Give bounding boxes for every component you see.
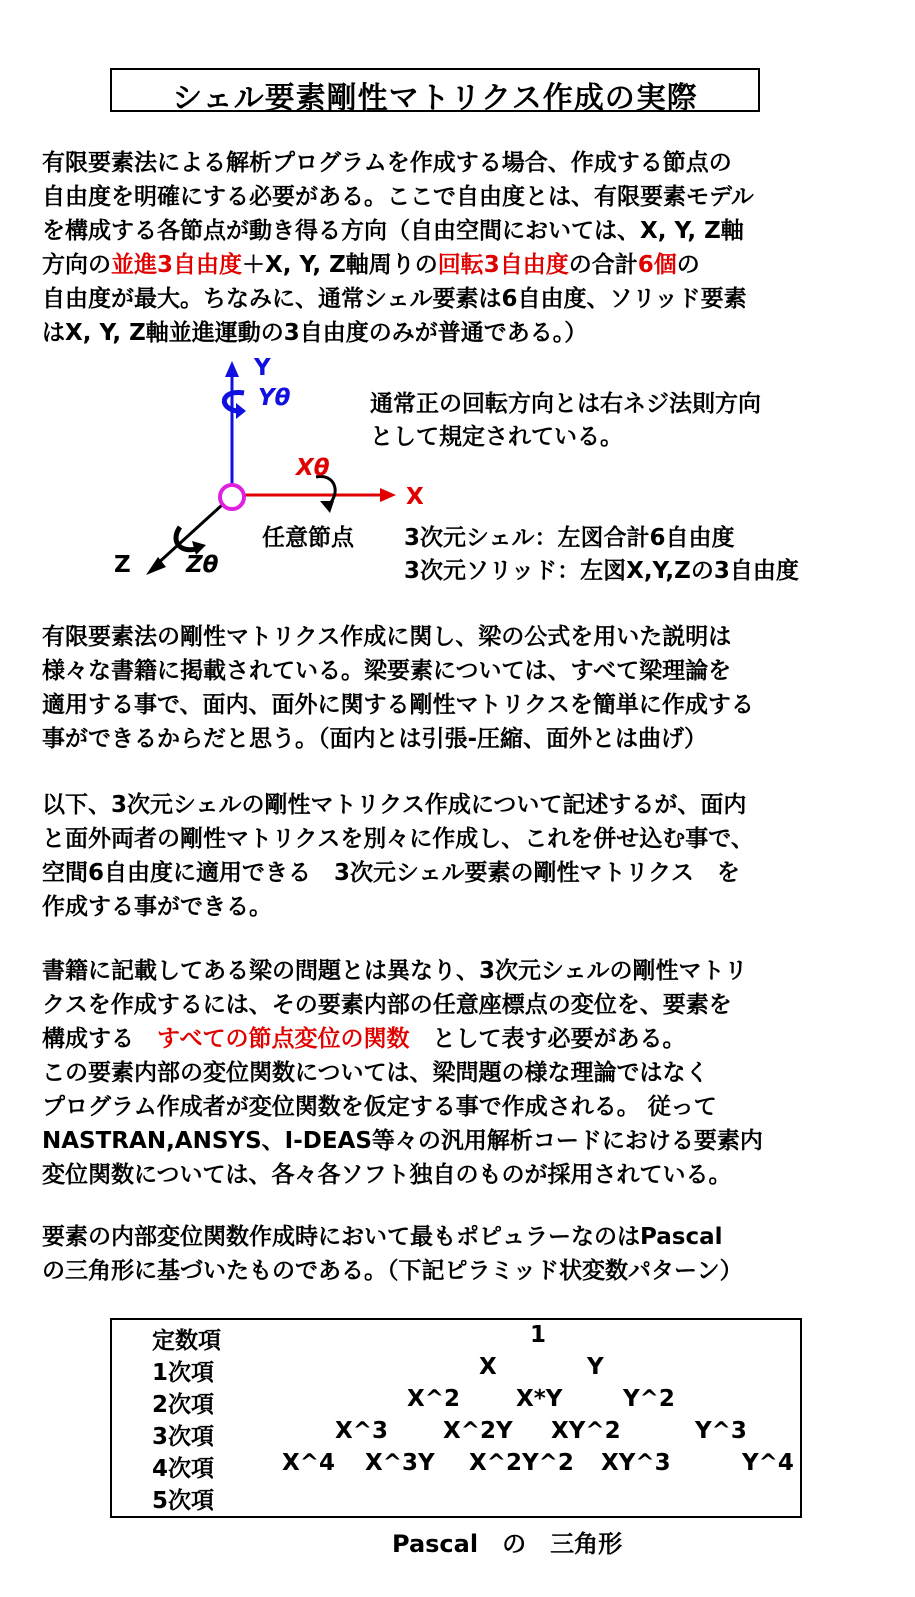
paragraph-4 bbox=[42, 954, 892, 1192]
pascal-term: X^2Y bbox=[443, 1418, 513, 1444]
pascal-row-label-1: 1次項 bbox=[152, 1360, 215, 1386]
para5-line-2: の三角形に基づいたものである。（下記ピラミッド状変数パターン） bbox=[42, 1258, 743, 1284]
para3-line-2: と面外両者の剛性マトリクスを別々に作成し、これを併せ込む事で、 bbox=[42, 826, 754, 852]
page-title: シェル要素剛性マトリクス作成の実際 bbox=[172, 81, 698, 116]
rotation-note-line-1: 通常正の回転方向とは右ネジ法則方向 bbox=[370, 391, 761, 417]
pascal-term: Y^3 bbox=[695, 1418, 747, 1444]
para3-line-3: 空間6自由度に適用できる 3次元シェル要素の剛性マトリクス を bbox=[42, 860, 740, 886]
y-axis-label: Y bbox=[254, 355, 271, 381]
intro-line-2: 自由度を明確にする必要がある。ここで自由度とは、有限要素モデル bbox=[42, 184, 754, 210]
para4-line-5: プログラム作成者が変位関数を仮定する事で作成される。 従って bbox=[42, 1094, 717, 1120]
y-theta-label: Yθ bbox=[258, 385, 291, 411]
pascal-caption: Pascal の 三角形 bbox=[392, 1530, 623, 1558]
para2-line-4: 事ができるからだと思う。（面内とは引張-圧縮、面外とは曲げ） bbox=[42, 726, 708, 752]
z-theta-label: Zθ bbox=[186, 552, 219, 578]
y-axis-arrowhead bbox=[225, 361, 239, 377]
intro-line-3: を構成する各節点が動き得る方向（自由空間においては、X, Y, Z軸 bbox=[42, 218, 744, 244]
pascal-term: X bbox=[479, 1354, 497, 1380]
pascal-row-label-3: 3次項 bbox=[152, 1424, 215, 1450]
intro-line-1: 有限要素法による解析プログラムを作成する場合、作成する節点の bbox=[42, 150, 732, 176]
intro-line-4-c: の合計 bbox=[568, 252, 638, 278]
pascal-row-label-4: 4次項 bbox=[152, 1456, 215, 1482]
pascal-term: Y^2 bbox=[623, 1386, 675, 1412]
rotation-note-line-2: として規定されている。 bbox=[370, 424, 623, 450]
para4-line-3-b: として表す必要がある。 bbox=[409, 1026, 686, 1052]
para4-line-3-a: 構成する bbox=[42, 1026, 157, 1052]
para4-line-3 bbox=[42, 1022, 892, 1056]
x-theta-label: Xθ bbox=[296, 455, 330, 481]
six-count-highlight: 6個 bbox=[637, 252, 677, 278]
pascal-triangle-box bbox=[110, 1318, 802, 1518]
pascal-term: Y^4 bbox=[742, 1450, 794, 1476]
pascal-row-label-0: 定数項 bbox=[152, 1328, 221, 1354]
intro-line-6: はX, Y, Z軸並進運動の3自由度のみが普通である。） bbox=[42, 320, 588, 346]
para3-line-4: 作成する事ができる。 bbox=[42, 894, 272, 920]
pascal-term: X^4 bbox=[282, 1450, 336, 1476]
translation-dof-highlight: 並進3自由度 bbox=[111, 252, 243, 278]
intro-line-4-a: 方向の bbox=[42, 252, 111, 278]
pascal-row-label-5: 5次項 bbox=[152, 1488, 215, 1514]
intro-paragraph bbox=[42, 146, 892, 350]
pascal-term: X^3Y bbox=[365, 1450, 435, 1476]
para4-line-2: クスを作成するには、その要素内部の任意座標点の変位を、要素を bbox=[42, 992, 732, 1018]
para4-line-1: 書籍に記載してある梁の問題とは異なり、3次元シェルの剛性マトリ bbox=[42, 958, 748, 984]
para4-line-4: この要素内部の変位関数については、梁問題の様な理論ではなく bbox=[42, 1060, 709, 1086]
solid-dof-text: 3次元ソリッド：左図X,Y,Zの3自由度 bbox=[404, 558, 799, 584]
intro-line-4 bbox=[42, 248, 892, 282]
dof-diagram bbox=[0, 355, 915, 595]
node-displacement-highlight: すべての節点変位の関数 bbox=[157, 1026, 410, 1052]
para5-line-1: 要素の内部変位関数作成時において最もポピュラーなのはPascal bbox=[42, 1224, 723, 1250]
rotation-dof-highlight: 回転3自由度 bbox=[437, 252, 569, 278]
title-box bbox=[110, 68, 760, 116]
para4-line-7: 変位関数については、各々各ソフト独自のものが採用されている。 bbox=[42, 1162, 732, 1188]
y-rotation-arrowhead bbox=[236, 403, 246, 419]
x-axis-arrowhead bbox=[380, 488, 396, 502]
pascal-term: X*Y bbox=[516, 1386, 563, 1412]
pascal-term: X^2 bbox=[407, 1386, 461, 1412]
paragraph-5 bbox=[42, 1220, 892, 1288]
x-rotation-arrowhead bbox=[320, 501, 334, 513]
pascal-term: X^2Y^2 bbox=[469, 1450, 574, 1476]
pascal-term: Y bbox=[587, 1354, 604, 1380]
shell-dof-text: 3次元シェル：左図合計6自由度 bbox=[404, 525, 735, 551]
pascal-term: X^3 bbox=[335, 1418, 389, 1444]
para2-line-1: 有限要素法の剛性マトリクス作成に関し、梁の公式を用いた説明は bbox=[42, 624, 732, 650]
pascal-term: XY^3 bbox=[601, 1450, 671, 1476]
pascal-term: XY^2 bbox=[551, 1418, 621, 1444]
paragraph-3 bbox=[42, 788, 892, 924]
paragraph-2 bbox=[42, 620, 892, 756]
x-axis-label: X bbox=[406, 484, 424, 510]
para2-line-2: 様々な書籍に掲載されている。梁要素については、すべて梁理論を bbox=[42, 658, 732, 684]
z-axis-label: Z bbox=[114, 552, 131, 578]
intro-line-4-d: の bbox=[676, 252, 700, 278]
para3-line-1: 以下、3次元シェルの剛性マトリクス作成について記述するが、面内 bbox=[42, 792, 747, 818]
node-circle bbox=[220, 485, 244, 509]
node-label: 任意節点 bbox=[262, 525, 354, 551]
intro-line-4-b: ＋X, Y, Z軸周りの bbox=[242, 252, 438, 278]
pascal-term: 1 bbox=[530, 1322, 547, 1348]
para4-line-6: NASTRAN,ANSYS、I-DEAS等々の汎用解析コードにおける要素内 bbox=[42, 1128, 763, 1154]
pascal-row-label-2: 2次項 bbox=[152, 1392, 215, 1418]
intro-line-5: 自由度が最大。ちなみに、通常シェル要素は6自由度、ソリッド要素 bbox=[42, 286, 747, 312]
para2-line-3: 適用する事で、面内、面外に関する剛性マトリクスを簡単に作成する bbox=[42, 692, 754, 718]
